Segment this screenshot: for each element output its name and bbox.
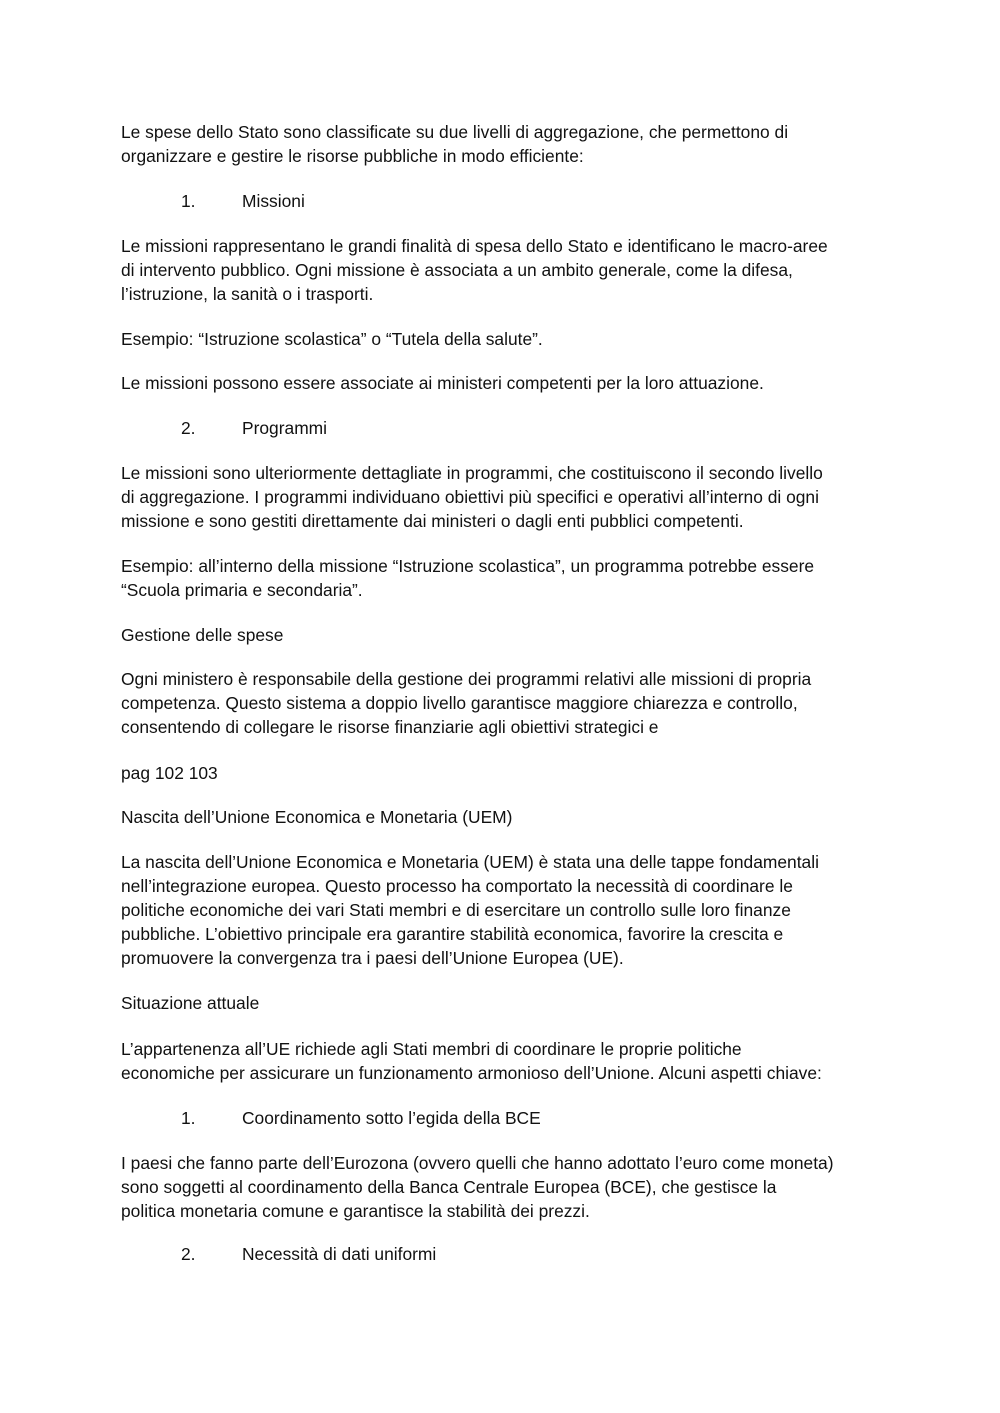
text-line: Situazione attuale [121, 993, 260, 1013]
text-line: pubbliche. L’obiettivo principale era garantire stabilità economica, favorire la crescita e [121, 924, 784, 944]
list-number: 2. [181, 418, 196, 438]
text-line: La nascita dell’Unione Economica e Monetaria (UEM) è stata una delle tappe fondamentali [121, 852, 819, 872]
text-line: missione e sono gestiti direttamente dai ministeri o dagli enti pubblici competenti. [121, 511, 744, 531]
list-number: 2. [181, 1244, 196, 1264]
text-line: I paesi che fanno parte dell’Eurozona (ovvero quelli che hanno adottato l’euro come moneta) [121, 1153, 834, 1173]
text-line: promuovere la convergenza tra i paesi dell’Unione Europea (UE). [121, 948, 624, 968]
text-line: Le missioni rappresentano le grandi finalità di spesa dello Stato e identificano le macro-aree [121, 236, 828, 256]
text-line: Le missioni sono ulteriormente dettagliate in programmi, che costituiscono il secondo livello [121, 463, 823, 483]
text-line: economiche per assicurare un funzionamento armonioso dell’Unione. Alcuni aspetti chiave: [121, 1063, 822, 1083]
text-line: di intervento pubblico. Ogni missione è associata a un ambito generale, come la difesa, [121, 260, 793, 280]
text-line: l’istruzione, la sanità o i trasporti. [121, 284, 374, 304]
text-line: Nascita dell’Unione Economica e Monetaria (UEM) [121, 807, 513, 827]
text-line: di aggregazione. I programmi individuano obiettivi più specifici e operativi all’interno di ogni [121, 487, 819, 507]
text-line: Esempio: “Istruzione scolastica” o “Tutela della salute”. [121, 329, 543, 349]
text-line: politica monetaria comune e garantisce la stabilità dei prezzi. [121, 1201, 590, 1221]
text-line: competenza. Questo sistema a doppio livello garantisce maggiore chiarezza e controllo, [121, 693, 798, 713]
text-line: Ogni ministero è responsabile della gestione dei programmi relativi alle missioni di propria [121, 669, 812, 689]
text-line: politiche economiche dei vari Stati membri e di esercitare un controllo sulle loro finanze [121, 900, 791, 920]
text-line: Le missioni possono essere associate ai ministeri competenti per la loro attuazione. [121, 373, 764, 393]
list-label: Missioni [242, 191, 305, 211]
list-number: 1. [181, 1108, 196, 1128]
list-label: Programmi [242, 418, 328, 438]
list-label: Necessità di dati uniformi [242, 1244, 437, 1264]
text-line: Le spese dello Stato sono classificate su due livelli di aggregazione, che permettono di [121, 122, 789, 142]
text-line: consentendo di collegare le risorse finanziarie agli obiettivi strategici e [121, 717, 659, 737]
text-line: Gestione delle spese [121, 625, 284, 645]
list-number: 1. [181, 191, 196, 211]
text-line: nell’integrazione europea. Questo processo ha comportato la necessità di coordinare le [121, 876, 793, 896]
text-line: “Scuola primaria e secondaria”. [121, 580, 363, 600]
text-line: sono soggetti al coordinamento della Banca Centrale Europea (BCE), che gestisce la [121, 1177, 777, 1197]
text-line: Esempio: all’interno della missione “Istruzione scolastica”, un programma potrebbe essere [121, 556, 815, 576]
list-label: Coordinamento sotto l’egida della BCE [242, 1108, 541, 1128]
text-line: L’appartenenza all’UE richiede agli Stati membri di coordinare le proprie politiche [121, 1039, 742, 1059]
text-line: organizzare e gestire le risorse pubbliche in modo efficiente: [121, 146, 584, 166]
text-line: pag 102 103 [121, 763, 218, 783]
